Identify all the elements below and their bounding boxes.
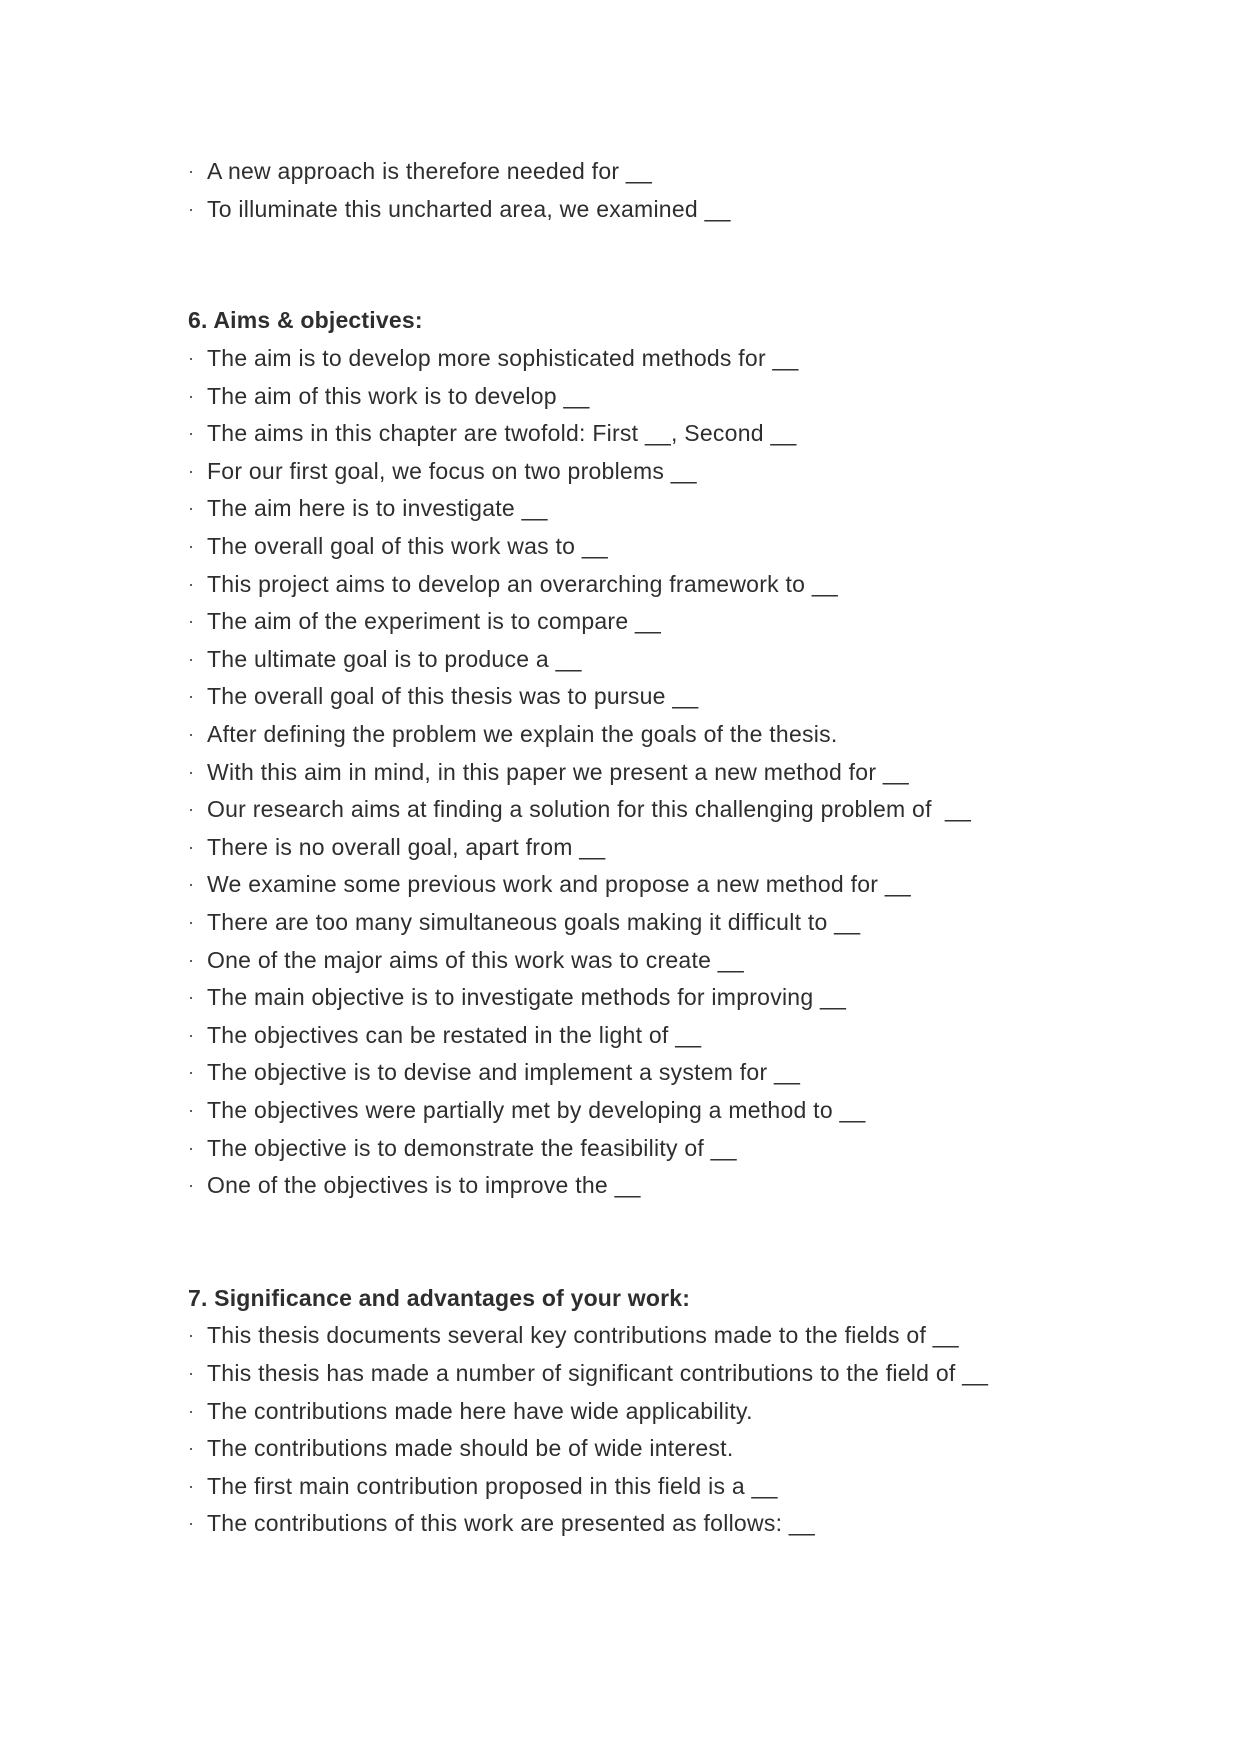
bullet-icon: · (188, 1438, 195, 1459)
list-item-text: There is no overall goal, apart from __ (207, 833, 606, 860)
list-item (188, 979, 1161, 1017)
bullet-icon: · (188, 724, 195, 745)
list-item-text: The aim here is to investigate __ (207, 495, 548, 522)
list-item (188, 829, 1161, 867)
bullet-icon: · (188, 1062, 195, 1083)
list-item (188, 753, 1161, 791)
list-item-text: To illuminate this uncharted area, we examined __ (207, 195, 731, 222)
list-item-text: The aim of the experiment is to compare __ (207, 608, 662, 635)
list-item (188, 866, 1161, 904)
list-item (188, 1054, 1161, 1092)
bullet-icon: · (188, 498, 195, 519)
bullet-icon: · (188, 385, 195, 406)
list-item-text: One of the objectives is to improve the __ (207, 1172, 641, 1199)
list-item (188, 1392, 1161, 1430)
bullet-icon: · (188, 1400, 195, 1421)
bullet-icon: · (188, 611, 195, 632)
list-item (188, 377, 1161, 415)
bullet-icon: · (188, 836, 195, 857)
bullet-icon: · (188, 1099, 195, 1120)
bullet-icon: · (188, 1513, 195, 1534)
list-item (188, 603, 1161, 641)
list-item (188, 1167, 1161, 1205)
bullet-icon: · (188, 949, 195, 970)
aims-list (188, 340, 1161, 1205)
list-item-text: The aims in this chapter are twofold: First __, Second __ (207, 420, 797, 447)
list-item (188, 1430, 1161, 1468)
list-item-text: This thesis has made a number of significant contributions to the field of __ (207, 1359, 989, 1386)
list-item-text: The aim of this work is to develop __ (207, 382, 590, 409)
bullet-icon: · (188, 1024, 195, 1045)
list-item-text: There are too many simultaneous goals making it difficult to __ (207, 908, 861, 935)
list-item-text: The aim is to develop more sophisticated methods for __ (207, 345, 799, 372)
bullet-icon: · (188, 987, 195, 1008)
bullet-icon: · (188, 198, 195, 219)
list-item (188, 490, 1161, 528)
list-item (188, 904, 1161, 942)
bullet-icon: · (188, 1325, 195, 1346)
significance-list (188, 1317, 1161, 1543)
section-significance (188, 1279, 1161, 1542)
bullet-icon: · (188, 799, 195, 820)
intro-list (188, 153, 1161, 228)
list-item-text: Our research aims at finding a solution for this challenging problem of __ (207, 796, 972, 823)
list-item (188, 415, 1161, 453)
list-item (188, 340, 1161, 378)
list-item-text: The first main contribution proposed in this field is a __ (207, 1472, 778, 1499)
list-item (188, 641, 1161, 679)
list-item (188, 941, 1161, 979)
bullet-icon: · (188, 423, 195, 444)
list-item-text: We examine some previous work and propose a new method for __ (207, 871, 911, 898)
list-item-text: With this aim in mind, in this paper we present a new method for __ (207, 758, 909, 785)
list-item (188, 191, 1161, 229)
bullet-icon: · (188, 161, 195, 182)
list-item (188, 1317, 1161, 1355)
list-item (188, 716, 1161, 754)
bullet-icon: · (188, 874, 195, 895)
bullet-icon: · (188, 686, 195, 707)
list-item (188, 565, 1161, 603)
list-item-text: The contributions of this work are presented as follows: __ (207, 1510, 815, 1537)
list-item-text: The ultimate goal is to produce a __ (207, 645, 582, 672)
list-item (188, 528, 1161, 566)
list-item-text: A new approach is therefore needed for __ (207, 158, 652, 185)
list-item (188, 153, 1161, 191)
list-item (188, 1092, 1161, 1130)
list-item-text: This thesis documents several key contributions made to the fields of __ (207, 1322, 959, 1349)
list-item-text: The objectives were partially met by developing a method to __ (207, 1096, 866, 1123)
section-heading: 6. Aims & objectives: (188, 307, 423, 334)
list-item-text: The main objective is to investigate methods for improving __ (207, 984, 847, 1011)
bullet-icon: · (188, 1362, 195, 1383)
list-item-text: The contributions made here have wide applicability. (207, 1397, 753, 1424)
list-item-text: The contributions made should be of wide interest. (207, 1435, 734, 1462)
list-item (188, 1355, 1161, 1393)
list-item (188, 1129, 1161, 1167)
bullet-icon: · (188, 648, 195, 669)
bullet-icon: · (188, 1175, 195, 1196)
bullet-icon: · (188, 573, 195, 594)
list-item (188, 1467, 1161, 1505)
list-item-text: This project aims to develop an overarching framework to __ (207, 570, 838, 597)
list-item-text: The objective is to devise and implement a system for __ (207, 1059, 801, 1086)
section-aims-objectives (188, 302, 1161, 1204)
list-item (188, 791, 1161, 829)
list-item-text: The overall goal of this thesis was to pursue __ (207, 683, 699, 710)
bullet-icon: · (188, 1475, 195, 1496)
bullet-icon: · (188, 460, 195, 481)
bullet-icon: · (188, 911, 195, 932)
list-item-text: The overall goal of this work was to __ (207, 533, 608, 560)
list-item-text: After defining the problem we explain the goals of the thesis. (207, 721, 838, 748)
bullet-icon: · (188, 761, 195, 782)
bullet-icon: · (188, 1137, 195, 1158)
list-item (188, 453, 1161, 491)
list-item-text: One of the major aims of this work was to create __ (207, 946, 744, 973)
bullet-icon: · (188, 348, 195, 369)
section-heading: 7. Significance and advantages of your work: (188, 1284, 691, 1311)
bullet-icon: · (188, 536, 195, 557)
section-spacer (188, 1204, 1161, 1279)
list-item (188, 1016, 1161, 1054)
section-spacer (188, 228, 1161, 302)
list-item-text: The objectives can be restated in the light of __ (207, 1021, 702, 1048)
list-item-text: For our first goal, we focus on two problems __ (207, 457, 697, 484)
list-item (188, 678, 1161, 716)
list-item (188, 1505, 1161, 1543)
list-item-text: The objective is to demonstrate the feasibility of __ (207, 1134, 737, 1161)
